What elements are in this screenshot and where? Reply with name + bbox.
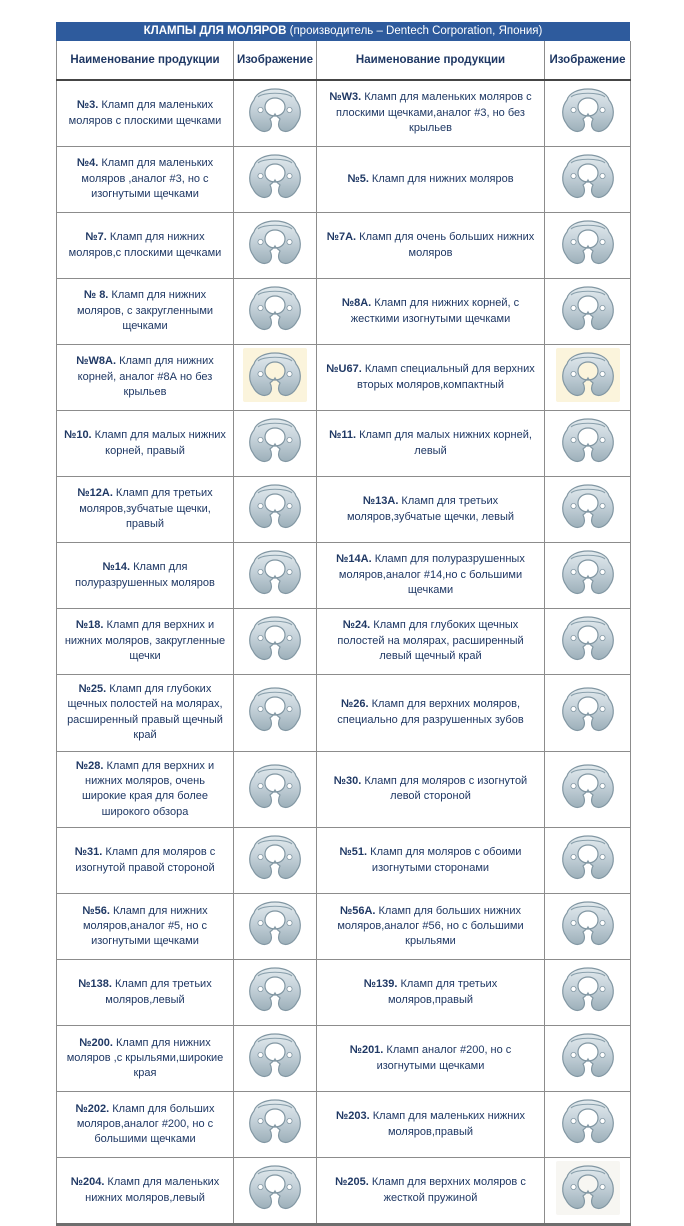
product-image-cell-right bbox=[545, 609, 631, 675]
table-row bbox=[57, 543, 631, 609]
product-desc-right: Кламп для моляров с изогнутой левой стороной bbox=[361, 774, 528, 803]
table-row bbox=[57, 675, 631, 752]
product-desc-right: Кламп для третьих моляров,правый bbox=[387, 978, 498, 1006]
product-desc-right: Кламп для нижних корней, с жесткими изогнутыми щечками bbox=[350, 297, 520, 325]
product-number-left: №138. bbox=[78, 978, 112, 991]
product-desc-right: Кламп для малых нижних корней, левый bbox=[356, 429, 532, 457]
product-image-cell-left bbox=[234, 828, 317, 894]
product-desc-left: Кламп для маленьких моляров с плоскими щечками bbox=[68, 99, 222, 127]
table-row bbox=[57, 751, 631, 828]
table-row bbox=[57, 411, 631, 477]
product-desc-left: Кламп для моляров с изогнутой правой стороной bbox=[75, 846, 216, 874]
product-desc-right: Кламп для верхних моляров, специально для разрушенных зубов bbox=[337, 698, 524, 726]
product-desc-left: Кламп для маленьких нижних моляров,левый bbox=[85, 1176, 220, 1204]
product-number-right: №14А. bbox=[336, 553, 372, 566]
clamp-image-right bbox=[556, 1029, 620, 1083]
table-row bbox=[57, 828, 631, 894]
product-image-cell-right bbox=[545, 279, 631, 345]
product-image-cell-left bbox=[234, 894, 317, 960]
product-number-left: №4. bbox=[76, 157, 99, 170]
product-number-left: №10. bbox=[64, 429, 92, 442]
product-number-right: №201. bbox=[349, 1044, 384, 1057]
clamp-image-left bbox=[243, 150, 307, 204]
product-name-right bbox=[317, 828, 545, 894]
clamp-image-right bbox=[556, 1095, 620, 1149]
product-number-right: №8А. bbox=[341, 297, 372, 310]
product-number-right: №203. bbox=[336, 1110, 370, 1123]
product-name-left bbox=[57, 411, 234, 477]
product-desc-left: Кламп для третьих моляров,зубчатые щечки, правый bbox=[79, 487, 213, 531]
clamp-image-right bbox=[556, 1161, 620, 1215]
product-image-cell-right bbox=[545, 543, 631, 609]
clamp-image-left bbox=[243, 1029, 307, 1083]
product-image-cell-left bbox=[234, 147, 317, 213]
product-desc-right: Кламп аналог #200, но с изогнутыми щечками bbox=[376, 1044, 512, 1072]
product-number-left: №25. bbox=[78, 683, 107, 695]
product-desc-left: Кламп для малых нижних корней, правый bbox=[91, 429, 226, 457]
product-image-cell-right bbox=[545, 894, 631, 960]
product-name-right bbox=[317, 1092, 545, 1158]
clamp-image-right bbox=[556, 150, 620, 204]
product-name-right bbox=[317, 751, 545, 828]
clamp-image-left bbox=[243, 897, 307, 951]
clamp-image-right bbox=[556, 282, 620, 336]
product-desc-right: Кламп специальный для верхних вторых моляров,компактный bbox=[357, 363, 535, 391]
table-row bbox=[57, 1092, 631, 1158]
product-image-cell-left bbox=[234, 1026, 317, 1092]
table-row bbox=[57, 213, 631, 279]
product-image-cell-left bbox=[234, 543, 317, 609]
product-name-left bbox=[57, 1092, 234, 1158]
product-number-left: № 8. bbox=[83, 289, 109, 302]
product-number-right: №26. bbox=[340, 698, 369, 711]
product-image-cell-left bbox=[234, 609, 317, 675]
table-row bbox=[57, 1158, 631, 1225]
clamp-image-left bbox=[243, 1161, 307, 1215]
product-desc-left: Кламп для нижних корней, аналог #8А но без крыльев bbox=[77, 355, 214, 399]
product-name-left bbox=[57, 894, 234, 960]
product-desc-left: Кламп для третьих моляров,левый bbox=[105, 978, 212, 1006]
product-image-cell-left bbox=[234, 279, 317, 345]
table-row bbox=[57, 477, 631, 543]
product-desc-right: Кламп для нижних моляров bbox=[368, 172, 514, 185]
clamp-image-left bbox=[243, 683, 307, 737]
product-name-left bbox=[57, 751, 234, 828]
product-name-right bbox=[317, 1158, 545, 1225]
product-name-left bbox=[57, 477, 234, 543]
clamp-image-left bbox=[243, 216, 307, 270]
clamp-image-right bbox=[556, 84, 620, 138]
product-name-right bbox=[317, 477, 545, 543]
catalog-page bbox=[56, 22, 630, 1226]
product-desc-right: Кламп для маленьких нижних моляров,правый bbox=[369, 1110, 525, 1138]
product-image-cell-left bbox=[234, 345, 317, 411]
clamp-image-right bbox=[556, 414, 620, 468]
table-row bbox=[57, 147, 631, 213]
product-name-right bbox=[317, 80, 545, 147]
product-image-cell-left bbox=[234, 751, 317, 828]
clamp-image-right bbox=[556, 216, 620, 270]
product-name-left bbox=[57, 80, 234, 147]
product-image-cell-right bbox=[545, 147, 631, 213]
product-image-cell-right bbox=[545, 345, 631, 411]
product-number-right: №205. bbox=[335, 1176, 369, 1189]
product-name-right bbox=[317, 543, 545, 609]
product-number-right: №W3. bbox=[329, 91, 362, 104]
product-image-cell-right bbox=[545, 80, 631, 147]
product-name-left bbox=[57, 279, 234, 345]
product-number-right: №U67. bbox=[326, 363, 362, 376]
clamp-image-right bbox=[556, 963, 620, 1017]
product-name-left bbox=[57, 213, 234, 279]
product-image-cell-left bbox=[234, 960, 317, 1026]
product-number-left: №14. bbox=[102, 561, 131, 574]
col-header-name-left: Наименование продукции bbox=[57, 41, 234, 80]
product-number-right: №51. bbox=[339, 846, 368, 859]
clamp-image-right bbox=[556, 612, 620, 666]
products-table bbox=[56, 41, 631, 1226]
product-desc-left: Кламп для маленьких моляров ,аналог #3, но с изогнутыми щечками bbox=[81, 157, 214, 201]
clamp-image-right bbox=[556, 683, 620, 737]
col-header-image-left: Изображение bbox=[234, 41, 317, 80]
clamp-image-right bbox=[556, 546, 620, 600]
product-image-cell-right bbox=[545, 411, 631, 477]
product-image-cell-left bbox=[234, 1092, 317, 1158]
product-name-left bbox=[57, 1158, 234, 1225]
product-image-cell-left bbox=[234, 1158, 317, 1225]
table-row bbox=[57, 609, 631, 675]
product-desc-right: Кламп для третьих моляров,зубчатые щечки, левый bbox=[346, 495, 515, 523]
product-number-right: №5. bbox=[347, 172, 369, 185]
product-image-cell-right bbox=[545, 1158, 631, 1225]
product-image-cell-left bbox=[234, 80, 317, 147]
product-number-right: №13А. bbox=[362, 495, 399, 508]
product-image-cell-left bbox=[234, 477, 317, 543]
product-name-right bbox=[317, 411, 545, 477]
clamp-image-left bbox=[243, 414, 307, 468]
product-number-right: №7А. bbox=[326, 231, 357, 244]
clamp-image-left bbox=[243, 1095, 307, 1149]
product-name-left bbox=[57, 675, 234, 752]
product-number-left: №W8А. bbox=[76, 355, 117, 368]
clamp-image-right bbox=[556, 831, 620, 885]
product-desc-right: Кламп для верхних моляров с жесткой пружиной bbox=[368, 1176, 526, 1204]
product-desc-left: Кламп для нижних моляров,аналог #5, но с изогнутыми щечками bbox=[82, 904, 208, 948]
product-name-right bbox=[317, 609, 545, 675]
product-image-cell-left bbox=[234, 675, 317, 752]
product-image-cell-right bbox=[545, 1026, 631, 1092]
product-name-left bbox=[57, 345, 234, 411]
col-header-name-right: Наименование продукции bbox=[317, 41, 545, 80]
product-name-left bbox=[57, 828, 234, 894]
product-desc-left: Кламп для глубоких щечных полостей на молярах, расширенный правый щечный край bbox=[67, 683, 223, 742]
product-name-right bbox=[317, 279, 545, 345]
table-row bbox=[57, 1026, 631, 1092]
header-row bbox=[57, 41, 631, 80]
product-image-cell-left bbox=[234, 411, 317, 477]
product-name-left bbox=[57, 147, 234, 213]
product-desc-left: Кламп для верхних и нижних моляров, закругленные щечки bbox=[64, 619, 226, 663]
clamp-image-right bbox=[556, 760, 620, 814]
product-desc-left: Кламп для нижних моляров ,с крыльями,широкие края bbox=[66, 1036, 224, 1080]
product-desc-left: Кламп для больших моляров,аналог #200, но с большими щечками bbox=[76, 1102, 215, 1146]
product-name-left bbox=[57, 543, 234, 609]
product-number-left: №204. bbox=[70, 1176, 105, 1189]
product-name-right bbox=[317, 147, 545, 213]
clamp-image-left bbox=[243, 84, 307, 138]
clamp-image-right bbox=[556, 480, 620, 534]
product-name-left bbox=[57, 1026, 234, 1092]
product-number-left: №31. bbox=[74, 846, 103, 859]
product-desc-right: Кламп для больших нижних моляров,аналог #56, но с большими крыльями bbox=[337, 904, 524, 948]
clamp-image-right bbox=[556, 897, 620, 951]
product-number-left: №28. bbox=[75, 759, 104, 772]
product-number-left: №202. bbox=[75, 1102, 110, 1115]
product-number-left: №18. bbox=[75, 619, 104, 632]
product-desc-left: Кламп для нижних моляров,с плоскими щечками bbox=[68, 231, 222, 259]
table-row bbox=[57, 345, 631, 411]
product-number-right: №56А. bbox=[339, 904, 376, 917]
product-desc-right: Кламп для полуразрушенных моляров,аналог #14,но с большими щечками bbox=[338, 553, 525, 597]
product-name-right bbox=[317, 345, 545, 411]
col-header-image-right: Изображение bbox=[545, 41, 631, 80]
product-number-right: №11. bbox=[329, 429, 357, 442]
product-desc-right: Кламп для маленьких моляров с плоскими щечками,аналог #3, но без крыльев bbox=[336, 91, 532, 135]
product-image-cell-right bbox=[545, 960, 631, 1026]
product-number-right: №30. bbox=[333, 774, 362, 787]
product-image-cell-right bbox=[545, 751, 631, 828]
product-number-left: №3. bbox=[76, 99, 99, 112]
product-image-cell-right bbox=[545, 1092, 631, 1158]
product-desc-left: Кламп для верхних и нижних моляров, очень широкие края для более широкого обзора bbox=[81, 759, 215, 818]
product-image-cell-right bbox=[545, 828, 631, 894]
product-desc-left: Кламп для полуразрушенных моляров bbox=[75, 561, 215, 589]
clamp-image-left bbox=[243, 612, 307, 666]
product-desc-left: Кламп для нижних моляров, с закругленными щечками bbox=[76, 289, 214, 333]
clamp-image-left bbox=[243, 760, 307, 814]
table-row bbox=[57, 80, 631, 147]
product-name-left bbox=[57, 960, 234, 1026]
table-title: КЛАМПЫ ДЛЯ МОЛЯРОВ bbox=[143, 25, 287, 37]
product-image-cell-left bbox=[234, 213, 317, 279]
product-number-left: №200. bbox=[79, 1036, 113, 1049]
product-number-left: №12А. bbox=[77, 487, 113, 500]
product-name-right bbox=[317, 960, 545, 1026]
product-desc-right: Кламп для глубоких щечных полостей на молярах, расширенный левый щечный край bbox=[337, 619, 524, 663]
product-desc-right: Кламп для моляров с обоими изогнутыми сторонами bbox=[367, 846, 522, 874]
table-title-bar bbox=[56, 22, 630, 41]
clamp-image-left bbox=[243, 546, 307, 600]
product-number-right: №24. bbox=[342, 619, 371, 632]
table-row bbox=[57, 279, 631, 345]
product-number-left: №56. bbox=[82, 904, 110, 917]
product-name-right bbox=[317, 675, 545, 752]
product-desc-right: Кламп для очень больших нижних моляров bbox=[356, 231, 535, 259]
product-name-right bbox=[317, 1026, 545, 1092]
product-name-right bbox=[317, 894, 545, 960]
clamp-image-left bbox=[243, 963, 307, 1017]
clamp-image-left bbox=[243, 282, 307, 336]
clamp-image-left bbox=[243, 831, 307, 885]
clamp-image-left bbox=[243, 348, 307, 402]
product-number-right: №139. bbox=[363, 978, 398, 991]
table-row bbox=[57, 894, 631, 960]
clamp-image-right bbox=[556, 348, 620, 402]
product-image-cell-right bbox=[545, 213, 631, 279]
product-image-cell-right bbox=[545, 675, 631, 752]
table-subtitle: (производитель – Dentech Corporation, Япония) bbox=[286, 25, 543, 37]
product-image-cell-right bbox=[545, 477, 631, 543]
clamp-image-left bbox=[243, 480, 307, 534]
table-row bbox=[57, 960, 631, 1026]
product-number-left: №7. bbox=[85, 231, 107, 244]
product-name-left bbox=[57, 609, 234, 675]
product-name-right bbox=[317, 213, 545, 279]
